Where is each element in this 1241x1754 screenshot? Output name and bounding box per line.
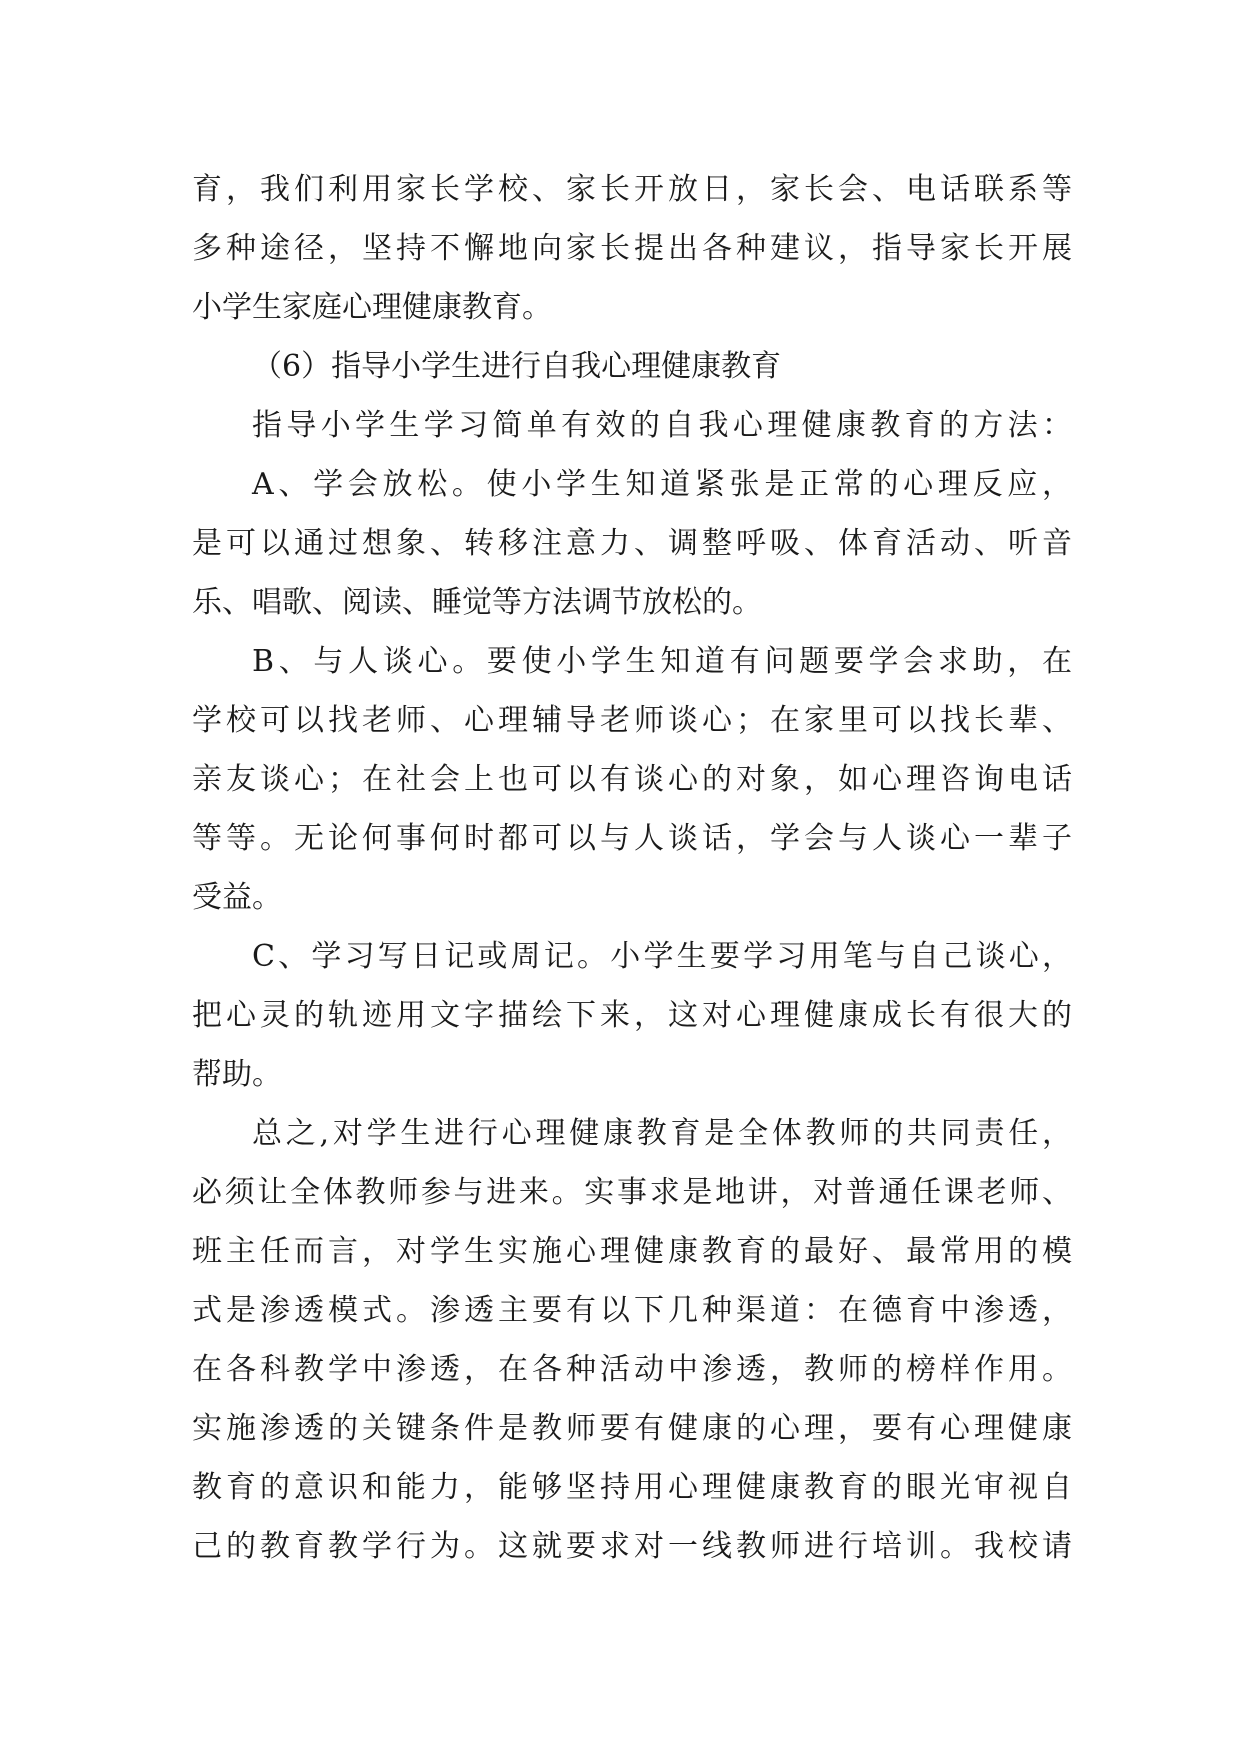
text-line: 育，我们利用家长学校、家长开放日，家长会、电话联系等 <box>192 172 1072 207</box>
text-line: 把心灵的轨迹用文字描绘下来，这对心理健康成长有很大的 <box>192 998 1072 1033</box>
section-heading: （6）指导小学生进行自我心理健康教育 <box>252 349 782 384</box>
text-line: 受益。 <box>192 880 282 915</box>
text-line: 实施渗透的关键条件是教师要有健康的心理，要有心理健康 <box>192 1411 1072 1446</box>
text-line: 亲友谈心；在社会上也可以有谈心的对象，如心理咨询电话 <box>192 762 1072 797</box>
text-line: A、学会放松。使小学生知道紧张是正常的心理反应， <box>252 467 1072 502</box>
text-line: 是可以通过想象、转移注意力、调整呼吸、体育活动、听音 <box>192 526 1072 561</box>
text-line: 多种途径，坚持不懈地向家长提出各种建议，指导家长开展 <box>192 231 1072 266</box>
text-line: 等等。无论何事何时都可以与人谈话，学会与人谈心一辈子 <box>192 821 1072 856</box>
text-line: 指导小学生学习简单有效的自我心理健康教育的方法： <box>252 408 1072 443</box>
text-line: 帮助。 <box>192 1057 282 1092</box>
text-line: 总之,对学生进行心理健康教育是全体教师的共同责任， <box>252 1116 1072 1151</box>
text-line: B、与人谈心。要使小学生知道有问题要学会求助，在 <box>252 644 1072 679</box>
text-line: 乐、唱歌、阅读、睡觉等方法调节放松的。 <box>192 585 762 620</box>
text-line: 必须让全体教师参与进来。实事求是地讲，对普通任课老师、 <box>192 1175 1072 1210</box>
text-line: 教育的意识和能力，能够坚持用心理健康教育的眼光审视自 <box>192 1470 1072 1505</box>
text-line: 班主任而言，对学生实施心理健康教育的最好、最常用的模 <box>192 1234 1072 1269</box>
body-text <box>192 160 1072 1576</box>
text-line: 在各科教学中渗透，在各种活动中渗透，教师的榜样作用。 <box>192 1352 1072 1387</box>
text-line: 小学生家庭心理健康教育。 <box>192 290 552 325</box>
text-line: 学校可以找老师、心理辅导老师谈心；在家里可以找长辈、 <box>192 703 1072 738</box>
text-line: 己的教育教学行为。这就要求对一线教师进行培训。我校请 <box>192 1529 1072 1564</box>
text-line: C、学习写日记或周记。小学生要学习用笔与自己谈心， <box>252 939 1072 974</box>
text-line: 式是渗透模式。渗透主要有以下几种渠道：在德育中渗透， <box>192 1293 1072 1328</box>
